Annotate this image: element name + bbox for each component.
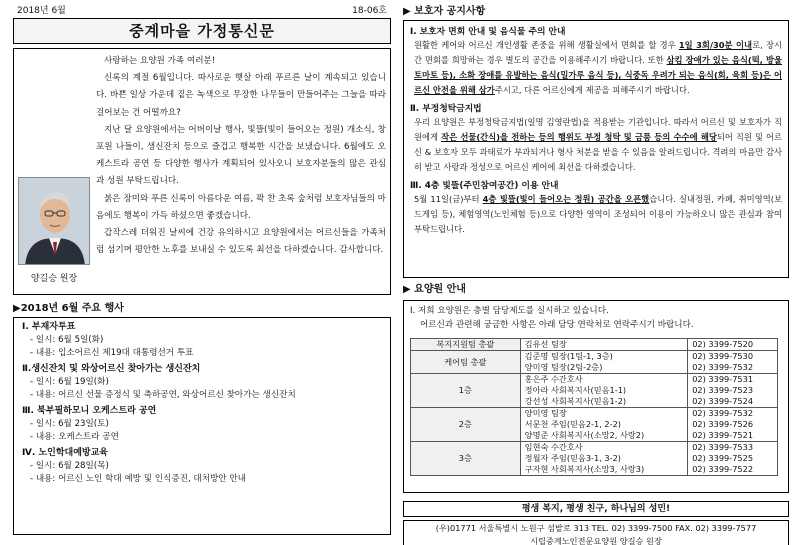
contact-phones	[688, 374, 778, 408]
info-line: 어르신과 관련해 궁금한 사항은 아래 담당 연락처로 연락주시기 바랍니다.	[420, 320, 694, 330]
notice-emphasis: 삼킴 장애가 있는 음식(떡, 방울토마토 등), 소화 장애를 유발하는 음식(밀가루 음식 등), 식중독 우려가 되는 음식(회, 육회 등)은 어르신 안전을 위해 삼가	[414, 55, 782, 95]
left-column	[13, 4, 391, 534]
notice-section-body	[410, 192, 782, 237]
contact-phones	[688, 351, 778, 374]
contact-floor: 복지지원팀 총괄	[411, 339, 521, 351]
contact-phones	[688, 339, 778, 351]
director-caption: 양길승 원장	[30, 274, 78, 284]
contact-name: 임현숙 수간호사	[524, 442, 583, 452]
contact-phone: 02) 3399-7522	[692, 464, 754, 474]
contact-phone: 02) 3399-7530	[692, 351, 754, 361]
contact-names	[520, 339, 688, 351]
newsletter-title: 중계마을 가정통신문	[13, 18, 391, 44]
contact-name: 구자현 사회복지사(소망3, 사랑3)	[524, 464, 645, 474]
notice-text: 습니다. 실내정원, 카페, 취미영역(보드게임 등), 체험영역(노인체험 등)으로 다양한 영역이 조성되어 이용이 가능하오니 많은 관심과 참여 부탁드립니다.	[414, 194, 782, 234]
event-item	[22, 321, 382, 359]
contact-row	[411, 351, 778, 374]
event-item	[22, 405, 382, 443]
portrait-image	[19, 178, 90, 265]
director-photo	[18, 177, 90, 265]
notice-emphasis: 1일 3회/30분 이내	[678, 40, 753, 50]
notice-text: 로, 장시간 면회를 희망하는 경우 별도의 공간을 이용해주시기 바랍니다. 또한	[414, 40, 782, 65]
contact-names	[520, 351, 688, 374]
contact-phone: 02) 3399-7525	[692, 453, 754, 463]
notice-box	[403, 20, 789, 278]
notice-emphasis: 작은 선물(간식)을 전하는 등의 행위도 부정 청탁 및 금품 등의 수수에 해당	[441, 132, 717, 142]
contact-phones	[688, 442, 778, 476]
greeting-paragraph: 갑작스레 더워진 날씨에 건강 유의하시고 요양원에서는 어르신들을 가족처럼 섬기며 평안한 노후를 보내실 수 있도록 최선을 다하겠습니다. 감사합니다.	[96, 228, 386, 256]
issue-date: 2018년 6월	[17, 6, 66, 16]
contact-phone: 02) 3399-7531	[692, 374, 754, 384]
contact-floor: 2층	[411, 408, 521, 442]
contact-phone: 02) 3399-7524	[692, 396, 754, 406]
event-item	[22, 363, 382, 401]
event-date: - 일시: 6월 28일(목)	[30, 461, 109, 471]
right-column	[403, 4, 789, 545]
contact-phone: 02) 3399-7532	[692, 362, 754, 372]
contact-floor: 3층	[411, 442, 521, 476]
event-date: - 일시: 6월 5일(화)	[30, 335, 104, 345]
contact-name: 서문천 주임(믿음2-1, 2-2)	[524, 419, 621, 429]
contact-name: 홍은주 수간호사	[524, 374, 583, 384]
contact-floor: 케어팀 총괄	[411, 351, 521, 374]
notice-section-heading: Ⅰ. 보호자 면회 안내 및 음식물 주의 안내	[410, 27, 566, 37]
event-date: - 일시: 6월 19일(화)	[30, 377, 109, 387]
notice-section-heading: Ⅱ. 부정청탁금지법	[410, 104, 482, 114]
notice-text: 우리 요양원은 부정청탁금지법(일명 김영란법)을 적용받는 기관입니다. 따라서 어르신 및 보호자가 직원에게	[414, 117, 782, 142]
footer-signature: 시립중계노인전문요양원 양길승 원장	[530, 536, 662, 545]
contact-phones	[688, 408, 778, 442]
contact-row	[411, 374, 778, 408]
contact-names	[520, 374, 688, 408]
contact-name: 정아라 사회복지사(믿음1-1)	[524, 385, 627, 395]
events-box	[13, 317, 391, 535]
contacts-table	[410, 338, 778, 476]
contact-phone: 02) 3399-7526	[692, 419, 754, 429]
info-line: Ⅰ. 저희 요양원은 층별 담당제도를 실시하고 있습니다.	[410, 306, 609, 316]
footer	[403, 520, 789, 545]
issue-header	[13, 4, 391, 18]
contact-name: 김유선 팀장	[524, 339, 567, 349]
notice-title: ▶ 보호자 공지사항	[403, 6, 486, 17]
event-title: Ⅳ. 노인학대예방교육	[22, 448, 108, 458]
event-detail: - 내용: 어르신 노인 학대 예방 및 인식증진, 대처방안 안내	[30, 473, 246, 484]
director-photo-area	[18, 53, 90, 290]
contact-name: 정월자 주임(믿음3-1, 3-2)	[524, 453, 621, 463]
event-detail: - 내용: 어르신 선물 증정식 및 축하공연, 와상어르신 찾아가는 생신잔치	[30, 389, 296, 400]
event-detail: - 내용: 입소어르신 제19대 대통령선거 투표	[30, 347, 194, 358]
info-box	[403, 300, 789, 493]
contact-name: 강선성 사회복지사(믿음1-2)	[524, 396, 627, 406]
contact-name: 양미영 팀장	[524, 408, 567, 418]
contact-name: 양미영 팀장(2팀-2층)	[524, 362, 603, 372]
contact-phone: 02) 3399-7520	[692, 339, 754, 349]
event-detail: - 내용: 오케스트라 공연	[30, 431, 119, 442]
notice-text: 주시고, 다른 어르신에게 제공을 피해주시기 바랍니다.	[494, 85, 690, 95]
greeting-paragraph: 신록의 계절 6월입니다. 따사로운 햇살 아래 푸르른 날이 계속되고 있습니다. 바쁜 일상 가운데 짙은 녹색으로 무장한 나무들이 만들어주는 그늘을 따라 걸어보는 건 어떨까요?	[96, 73, 386, 118]
notice-text: 5월 11일(금)부터	[414, 194, 483, 204]
contact-names	[520, 442, 688, 476]
notice-emphasis: 4층 빛뜰(빛이 들어오는 정원) 공간을 오픈했	[482, 194, 650, 204]
contact-name: 양명준 사회복지사(소망2, 사랑2)	[524, 430, 645, 440]
contact-phone: 02) 3399-7533	[692, 442, 754, 452]
notice-section-body	[410, 38, 782, 98]
contact-row	[411, 408, 778, 442]
notice-text: 원활한 케어와 어르신 개인생활 존중을 위해 생활실에서 면회를 할 경우	[414, 40, 679, 50]
greeting-paragraph: 사랑하는 요양원 가족 여러분!	[104, 56, 216, 66]
notice-section-heading: Ⅲ. 4층 빛뜰(주민참여공간) 이용 안내	[410, 181, 559, 191]
contact-phone: 02) 3399-7532	[692, 408, 754, 418]
event-title: Ⅰ. 부재자투표	[22, 322, 76, 332]
contact-floor: 1층	[411, 374, 521, 408]
greeting-paragraph: 붉은 장미와 푸른 신록이 아름다운 여름, 꽉 찬 초록 숲처럼 보호자님들의 마음에도 행복이 가득 하셨으면 좋겠습니다.	[96, 193, 386, 221]
event-item	[22, 447, 382, 485]
greeting-text	[96, 53, 386, 259]
notice-text: 되어 직원 및 어르신 & 보호자 모두 과태료가 부과되거나 형사 처분을 받을 수 있음을 알려드립니다. 격려의 마음만 감사히 받고 사랑과 정성으로 어르신 케어에 최선을 다하겠습니다.	[414, 132, 782, 172]
contact-phone: 02) 3399-7521	[692, 430, 754, 440]
slogan: 평생 복지, 평생 친구, 하나님의 성민!	[403, 501, 789, 517]
event-date: - 일시: 6월 23일(토)	[30, 419, 109, 429]
issue-number: 18-06호	[352, 6, 387, 16]
contact-name: 김준명 팀장(1팀-1, 3층)	[524, 351, 613, 361]
contact-row	[411, 442, 778, 476]
contact-names	[520, 408, 688, 442]
contact-phone: 02) 3399-7523	[692, 385, 754, 395]
events-title: ▶2018년 6월 주요 행사	[13, 303, 124, 314]
contact-row	[411, 339, 778, 351]
notice-section-body	[410, 115, 782, 175]
info-title: ▶ 요양원 안내	[403, 284, 466, 295]
footer-address: (우)01771 서울특별시 노원구 섬밭로 313 TEL. 02) 3399-7500 FAX. 02) 3399-7577	[435, 523, 757, 533]
greeting-paragraph: 지난 달 요양원에서는 어버이날 행사, 빛뜰(빛이 들어오는 정원) 개소식, 창포원 나들이, 생신잔치 등으로 즐겁고 행복한 시간을 보냈습니다. 6월에도 오케스트라 공연 등 다양한 행사가 계획되어 있사오니 보호자분들의 많은 관심과 성원 부탁드립니다.	[96, 124, 386, 187]
greeting-box	[13, 48, 391, 295]
event-title: Ⅲ. 북부필하모니 오케스트라 공연	[22, 406, 157, 416]
event-title: Ⅱ.생신잔치 및 와상어르신 찾아가는 생신잔치	[22, 364, 201, 374]
